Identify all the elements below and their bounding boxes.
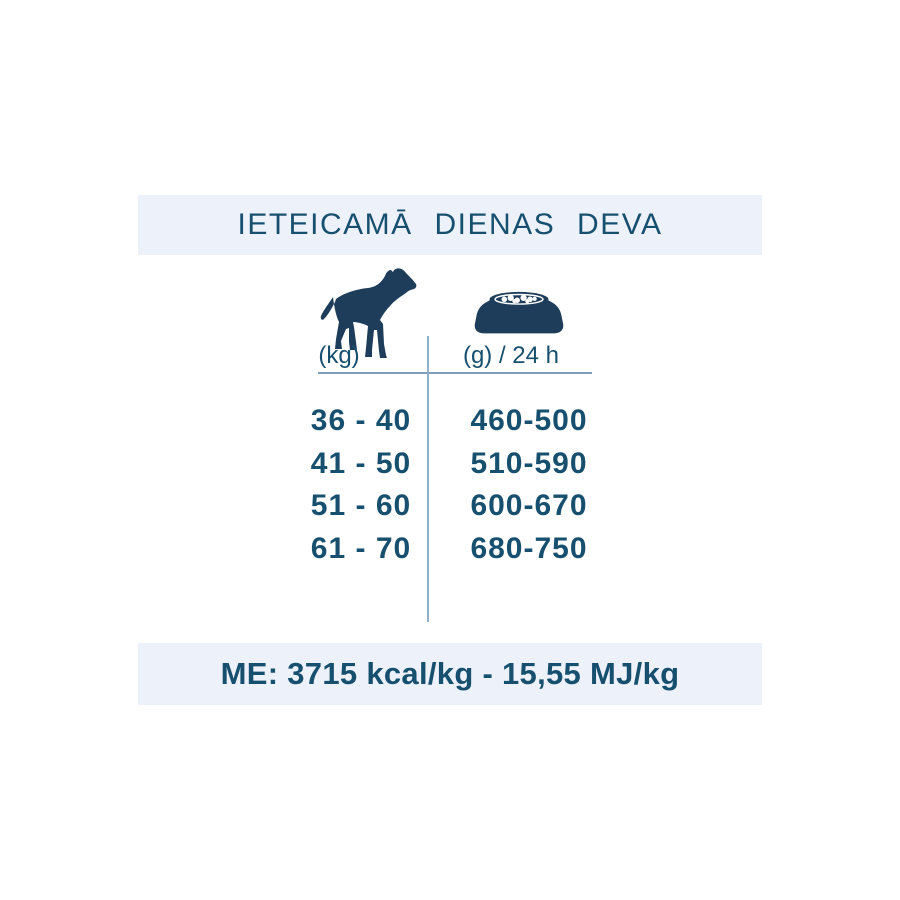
weight-column-header: (kg)	[318, 342, 360, 369]
weight-range: 36 - 40	[310, 404, 412, 437]
footer-band	[138, 643, 762, 705]
table-row	[138, 444, 762, 484]
page-title: IETEICAMĀ DIENAS DEVA	[237, 208, 663, 241]
table-row	[138, 529, 762, 569]
header-band	[138, 195, 762, 255]
weight-range: 51 - 60	[310, 489, 412, 522]
daily-portion: 460-500	[470, 404, 588, 437]
table-row	[138, 486, 762, 526]
header-underline	[318, 372, 592, 374]
weight-range: 61 - 70	[310, 532, 412, 565]
daily-portion: 510-590	[470, 447, 588, 480]
daily-portion: 680-750	[470, 532, 588, 565]
portion-column-header: (g) / 24 h	[462, 342, 560, 369]
table-row	[138, 401, 762, 441]
weight-range: 41 - 50	[310, 447, 412, 480]
daily-portion: 600-670	[470, 489, 588, 522]
food-bowl-icon	[473, 290, 565, 338]
energy-value-text: ME: 3715 kcal/kg - 15,55 MJ/kg	[220, 656, 680, 691]
